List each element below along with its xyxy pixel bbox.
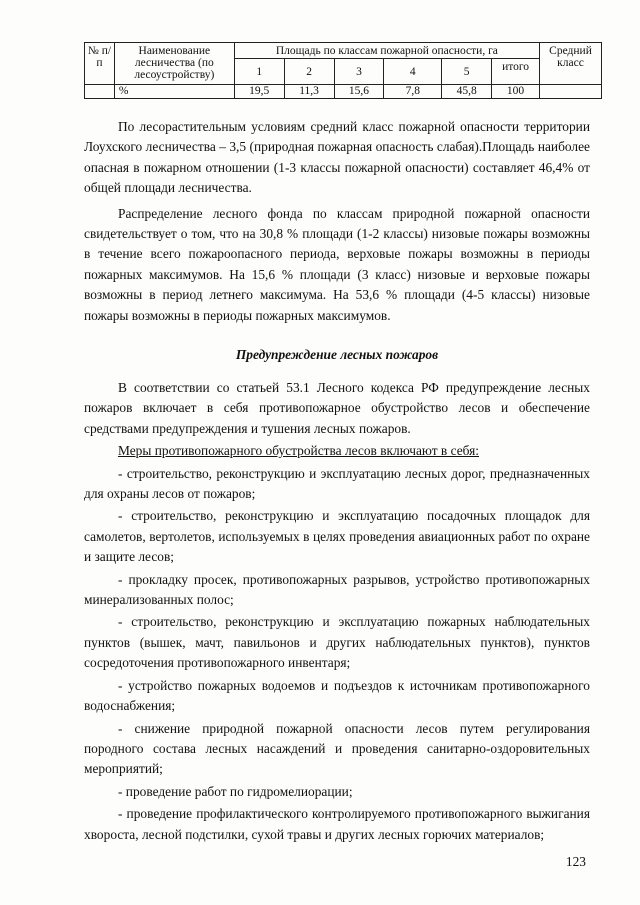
cell-empty xyxy=(85,85,115,99)
header-class-3: 3 xyxy=(334,59,384,85)
cell-class-5: 45,8 xyxy=(442,85,492,99)
header-class-4: 4 xyxy=(384,59,442,85)
list-item: - проведение профилактического контролируемого противопожарного выжигания хвороста, лесной подстилки, сухой травы и других лесных горючих материалов; xyxy=(84,806,590,842)
cell-class-2: 11,3 xyxy=(284,85,334,99)
header-area: Площадь по классам пожарной опасности, га xyxy=(234,43,539,59)
fire-class-table xyxy=(84,42,602,99)
header-class-2: 2 xyxy=(284,59,334,85)
paragraph-article: В соответствии со статьей 53.1 Лесного кодекса РФ предупреждение лесных пожаров включает в себя противопожарное обустройство лесов и обеспечение средствами предупреждения и тушения лесных пожаров. xyxy=(84,380,590,436)
prevention-section xyxy=(84,378,590,845)
cell-class-1: 19,5 xyxy=(234,85,284,99)
header-name: Наименование лесничества (по лесоустройству) xyxy=(114,43,234,85)
paragraph-average-class: По лесорастительным условиям средний класс пожарной опасности территории Лоухского лесничества – 3,5 (природная пожарная опасность слабая).Площадь наиболее опасная в пожарном отношении (1-3 классы пожарной опасности) составляет 46,4% от общей площади лесничества. xyxy=(84,119,590,196)
header-class-5: 5 xyxy=(442,59,492,85)
list-item: - прокладку просек, противопожарных разрывов, устройство противопожарных минерализованных полос; xyxy=(84,571,590,608)
cell-total: 100 xyxy=(492,85,540,99)
header-avg-class: Средний класс xyxy=(540,43,602,85)
list-item: - снижение природной пожарной опасности лесов путем регулирования породного состава лесных насаждений и проведения санитарно-оздоровительных мероприятий; xyxy=(84,720,590,777)
list-item: - строительство, реконструкцию и эксплуатацию посадочных площадок для самолетов, вертолетов, используемых в целях проведения авиационных работ по охране и защите лесов; xyxy=(84,508,590,565)
page-number: 123 xyxy=(565,854,586,869)
table-row xyxy=(85,85,602,99)
list-item: - строительство, реконструкцию и эксплуатацию пожарных наблюдательных пунктов (вышек, мачт, павильонов и других наблюдательных пунктов), пунктов сосредоточения противопожарного инвентаря; xyxy=(84,614,590,671)
cell-class-4: 7,8 xyxy=(384,85,442,99)
section-heading: Предупреждение лесных пожаров xyxy=(235,347,439,362)
list-item: - строительство, реконструкцию и эксплуатацию лесных дорог, предназначенных для охраны лесов от пожаров; xyxy=(84,465,590,502)
intro-section xyxy=(84,117,590,326)
cell-avg-class xyxy=(540,85,602,99)
paragraph-distribution: Распределение лесного фонда по классам природной пожарной опасности свидетельствует о том, что на 30,8 % площади (1-2 классы) низовые пожары возможны в течение всего пожароопасного периода, верховые пожары возможны в периоды пожарных максимумов. На 15,6 % площади (3 класс) низовые и верховые пожары возможны в период летнего максимума. На 53,6 % площади (4-5 классы) низовые пожары возможны в периоды пожарных максимумов. xyxy=(84,205,590,323)
header-total: итого xyxy=(492,59,540,85)
list-item: - проведение работ по гидромелиорации; xyxy=(118,783,353,799)
cell-unit: % xyxy=(114,85,234,99)
measures-title xyxy=(84,441,590,461)
header-class-1: 1 xyxy=(234,59,284,85)
header-num: № п/п xyxy=(85,43,115,85)
list-item: - устройство пожарных водоемов и подъездов к источникам противопожарного водоснабжения; xyxy=(84,677,590,714)
measures-title-text: Меры противопожарного обустройства лесов включают в себя: xyxy=(118,443,480,459)
cell-class-3: 15,6 xyxy=(334,85,384,99)
